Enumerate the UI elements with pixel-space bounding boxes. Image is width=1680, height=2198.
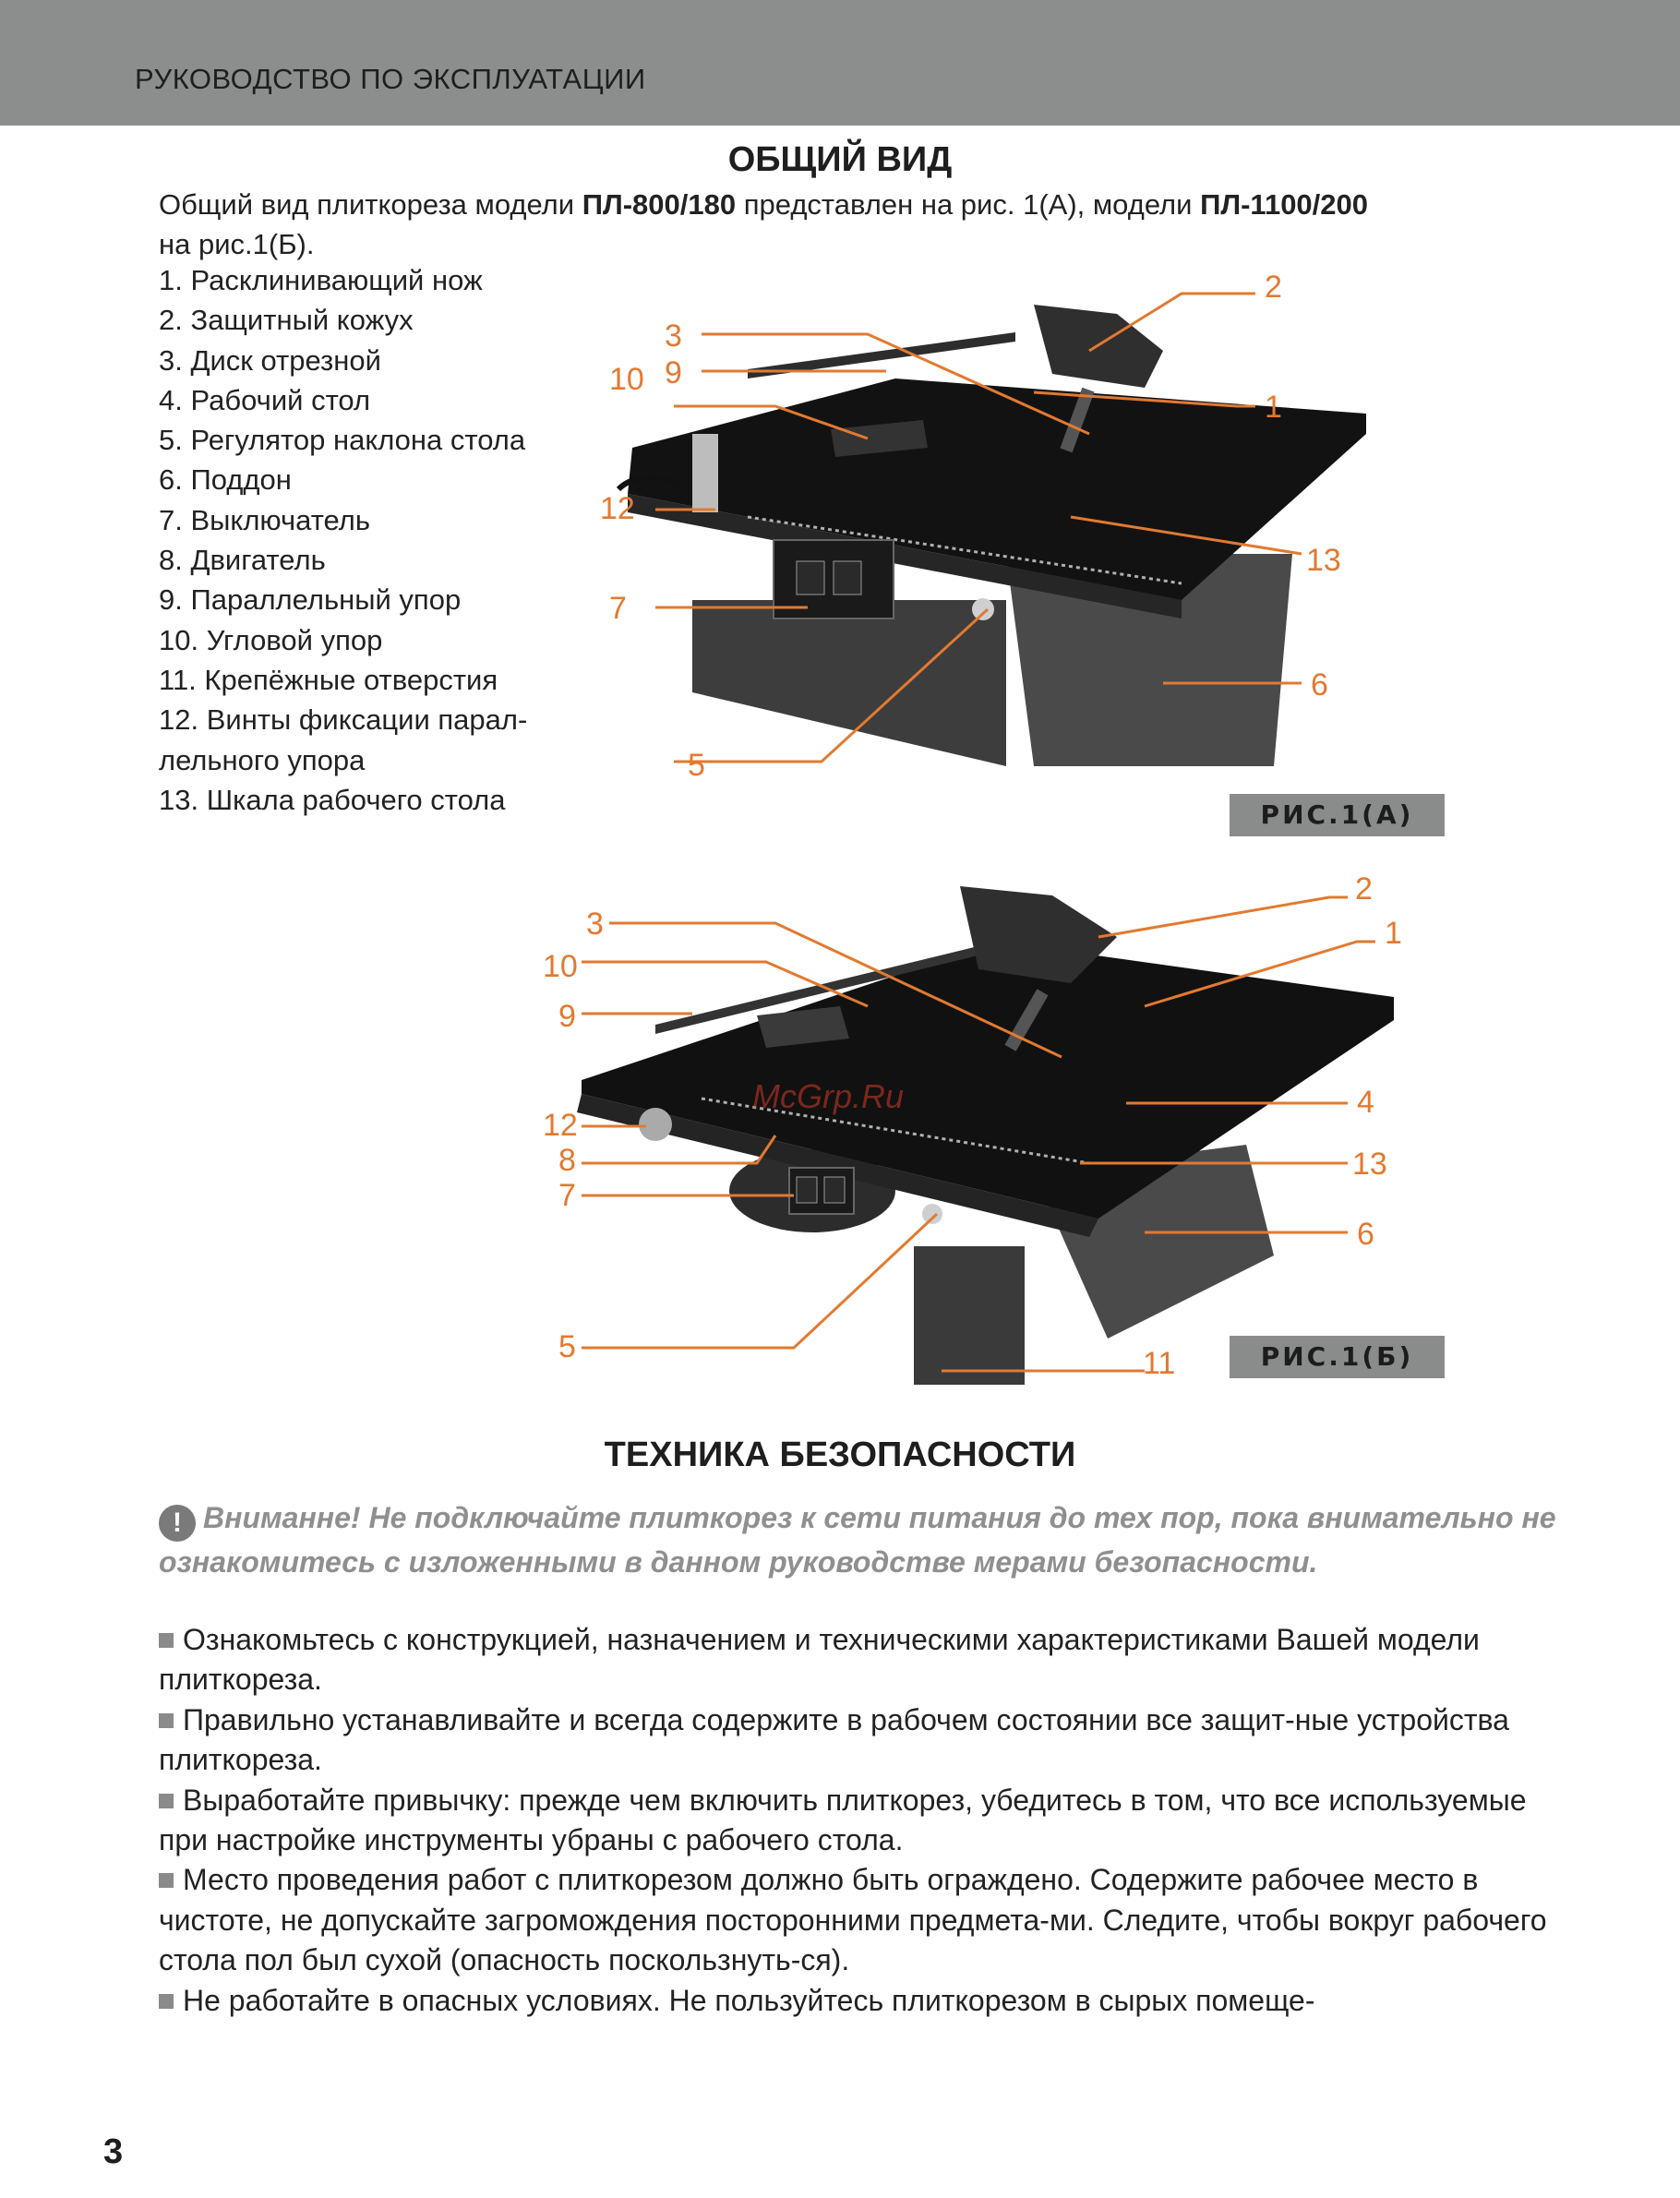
callout-number: 5	[688, 748, 705, 783]
callout-number: 7	[558, 1178, 576, 1213]
callout-number: 5	[558, 1329, 576, 1364]
figure-a-illustration	[572, 249, 1495, 840]
work-table	[582, 942, 1394, 1219]
bullet-icon	[159, 1713, 174, 1728]
rule-item: Не работайте в опасных условиях. Не пользуйтесь плиткорезом в сырых помеще-	[159, 1981, 1571, 2021]
callout-number: 9	[558, 999, 576, 1034]
intro-text-3: на рис.1(Б).	[159, 228, 315, 260]
switch-button-off	[797, 1177, 817, 1203]
intro-text-2: представлен на рис. 1(А), модели	[736, 188, 1201, 221]
fence-screw	[639, 1108, 672, 1141]
header-title: РУКОВОДСТВО ПО ЭКСПЛУАТАЦИИ	[135, 63, 646, 95]
callout-number: 1	[1385, 916, 1402, 951]
bullet-icon	[159, 1994, 174, 2009]
rule-item: Место проведения работ с плиткорезом должно быть ограждено. Содержите рабочее место в чистоте, не допускайте загромождения посторонними предмета-ми. Следите, чтобы вокруг рабочего стола пол был сухой (опасность поскользнуть-ся).	[159, 1863, 1547, 1977]
parts-item: 12. Винты фиксации парал-	[159, 703, 528, 737]
parts-item: лельного упора	[159, 743, 366, 776]
figure-b-illustration	[517, 859, 1495, 1403]
parts-item: 3. Диск отрезной	[159, 343, 381, 377]
warning-text: Вниманне! Не подключайте плиткорез к сети питания до тех пор, пока внимательно не ознакомитесь с изложенными в данном руководстве мерами безопасности.	[159, 1501, 1556, 1579]
callout-number: 3	[665, 318, 682, 354]
parts-item: 6. Поддон	[159, 463, 292, 497]
parts-item: 7. Выключатель	[159, 503, 371, 536]
fence-clamp	[692, 434, 718, 512]
model-a: ПЛ-800/180	[582, 188, 737, 221]
callout-number: 10	[609, 362, 644, 397]
base-body	[914, 1246, 1025, 1385]
callout-number: 4	[1357, 1085, 1374, 1120]
parts-item: 5. Регулятор наклона стола	[159, 424, 526, 457]
warning-block	[159, 1497, 1562, 1582]
parts-item: 8. Двигатель	[159, 544, 326, 577]
page-header	[0, 0, 1680, 126]
parts-item: 10. Угловой упор	[159, 623, 383, 656]
callout-number: 12	[543, 1108, 578, 1143]
tilt-knob	[972, 598, 994, 620]
warning-icon: !	[159, 1505, 196, 1542]
callout-number: 2	[1355, 871, 1373, 907]
callout-number: 1	[1265, 390, 1282, 425]
base-body	[692, 600, 1006, 766]
rule-item: Выработайте привычку: прежде чем включить плиткорез, убедитесь в том, что все используемые при настройке инструменты убраны с рабочего стола.	[159, 1783, 1527, 1857]
bullet-icon	[159, 1873, 174, 1888]
intro-text-1: Общий вид плиткореза модели	[159, 188, 582, 221]
parts-item: 2. Защитный кожух	[159, 304, 414, 337]
callout-number: 10	[543, 949, 578, 984]
model-b: ПЛ-1100/200	[1200, 188, 1369, 221]
callout-number: 2	[1265, 270, 1282, 305]
section-title-general: ОБЩИЙ ВИД	[727, 140, 953, 179]
callout-number: 13	[1352, 1147, 1387, 1182]
rule-item: Ознакомьтесь с конструкцией, назначением и техническими характеристиками Вашей модели плиткореза.	[159, 1623, 1480, 1697]
callout-number: 7	[609, 591, 627, 626]
callout-number: 11	[1143, 1346, 1176, 1381]
callout-number: 9	[665, 355, 682, 390]
callout-number: 12	[600, 491, 635, 526]
page-number: 3	[103, 2132, 124, 2171]
parts-list	[159, 260, 527, 820]
callout-number: 6	[1311, 667, 1328, 703]
callout-number: 13	[1306, 543, 1341, 578]
callout-number: 8	[558, 1143, 576, 1178]
switch-button-on	[834, 561, 861, 595]
bullet-icon	[159, 1633, 174, 1648]
figure-b-label: РИС.1(Б)	[1230, 1336, 1445, 1378]
callout-number: 6	[1357, 1217, 1374, 1252]
parts-item: 9. Параллельный упор	[159, 583, 462, 617]
rule-item: Правильно устанавливайте и всегда содержите в рабочем состоянии все защит-ные устройства плиткореза.	[159, 1702, 1509, 1777]
tilt-knob	[922, 1204, 942, 1224]
bullet-icon	[159, 1794, 174, 1808]
switch-button-off	[797, 561, 824, 595]
figure-a-label: РИС.1(А)	[1230, 794, 1445, 836]
parts-item: 1. Расклинивающий нож	[159, 264, 483, 296]
safety-rules	[159, 1620, 1571, 2021]
section-title-safety: ТЕХНИКА БЕЗОПАСНОСТИ	[604, 1435, 1076, 1474]
parts-item: 13. Шкала рабочего стола	[159, 783, 506, 816]
watermark: McGrp.Ru	[752, 1077, 905, 1115]
callout-number: 3	[586, 907, 604, 942]
parts-item: 11. Крепёжные отверстия	[159, 663, 498, 696]
switch-button-on	[824, 1177, 845, 1203]
parts-item: 4. Рабочий стол	[159, 383, 371, 416]
